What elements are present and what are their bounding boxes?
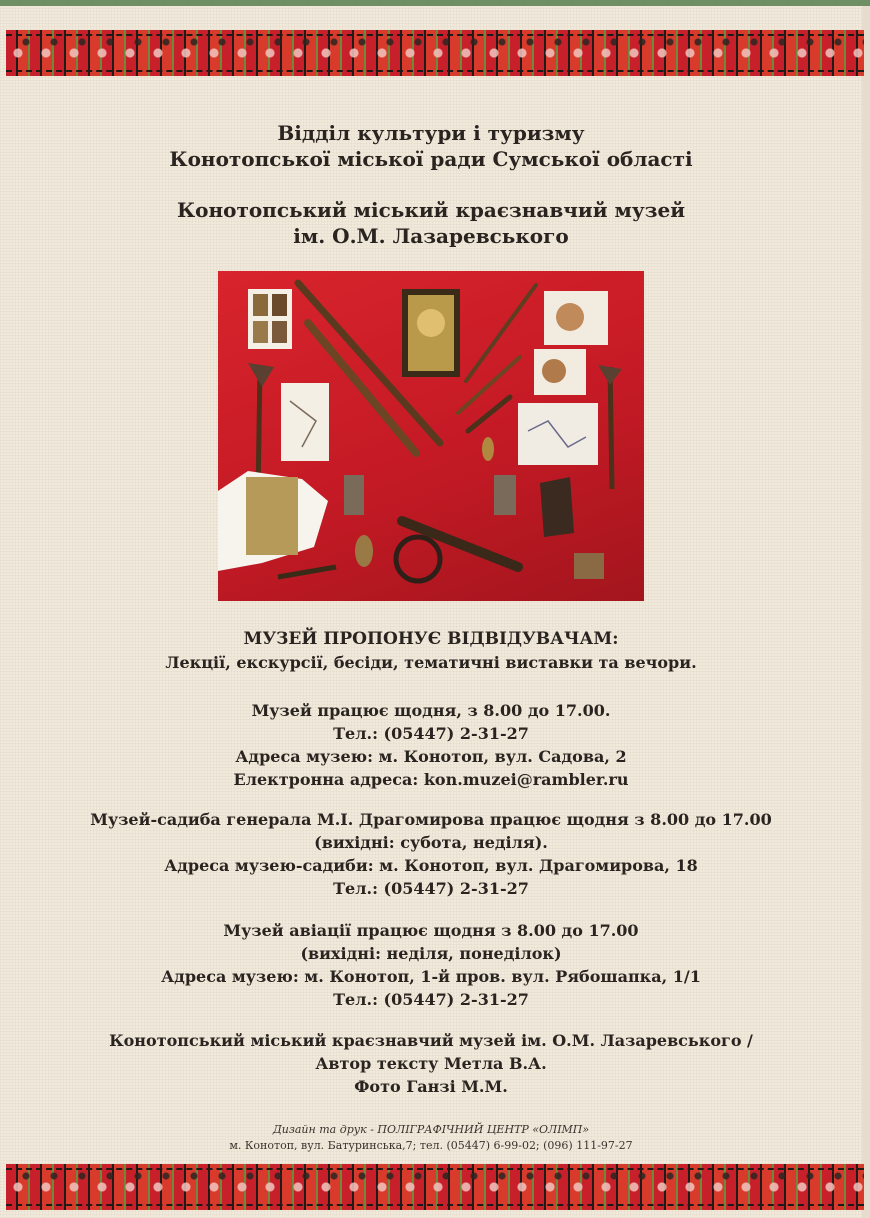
- small-vase: [482, 437, 494, 461]
- sabre-3: [468, 397, 510, 431]
- plaque-2: [494, 475, 516, 515]
- department-line-2: Конотопської міської ради Сумської області: [169, 147, 693, 171]
- department-line-1: Відділ культури і туризму: [277, 121, 585, 145]
- printer-info: [0, 1122, 862, 1154]
- printer-address: м. Конотоп, вул. Батуринська,7; тел. (05447) 6-99-02; (096) 111-97-27: [229, 1139, 633, 1152]
- main-museum-info: [0, 699, 862, 791]
- estate-museum-days-off: (вихідні: субота, неділя).: [314, 833, 548, 852]
- aviation-museum-address: Адреса музею: м. Конотоп, 1-й пров. вул. Рябошапка, 1/1: [161, 967, 701, 986]
- museum-title: [0, 197, 862, 249]
- aviation-museum-days-off: (вихідні: неділя, понеділок): [300, 944, 562, 963]
- cover-edge: [0, 0, 870, 6]
- main-museum-hours: Музей працює щодня, з 8.00 до 17.00.: [251, 701, 611, 720]
- sabre-1: [466, 285, 536, 381]
- plaque-1: [344, 475, 364, 515]
- estate-museum-info: [0, 808, 862, 900]
- credits-author: Автор тексту Метла В.А.: [315, 1054, 547, 1073]
- estate-museum-hours: Музей-садиба генерала М.І. Драгомирова працює щодня з 8.00 до 17.00: [90, 810, 772, 829]
- main-museum-email: Електронна адреса: kon.muzei@rambler.ru: [233, 770, 629, 789]
- credits-photo: Фото Ганзі М.М.: [354, 1077, 508, 1096]
- embroidery-border-bottom: [6, 1164, 864, 1210]
- museum-title-line-2: ім. О.М. Лазаревського: [293, 224, 569, 248]
- aviation-museum-hours: Музей авіації працює щодня з 8.00 до 17.00: [223, 921, 639, 940]
- embroidered-panel: [246, 477, 298, 555]
- aviation-museum-phone: Тел.: (05447) 2-31-27: [333, 990, 529, 1009]
- offers-title: МУЗЕЙ ПРОПОНУЄ ВІДВІДУВАЧАМ:: [243, 629, 619, 649]
- sabre-2: [458, 357, 520, 413]
- embroidery-border-top: [6, 30, 864, 76]
- offers-list: Лекції, екскурсії, бесіди, тематичні виставки та вечори.: [165, 653, 697, 672]
- axe-right: [610, 367, 612, 489]
- offers-section: [0, 628, 862, 674]
- department-heading: [0, 120, 862, 172]
- exhibit-photo: [218, 271, 644, 601]
- main-museum-address: Адреса музею: м. Конотоп, вул. Садова, 2: [235, 747, 627, 766]
- lock-box: [574, 553, 604, 579]
- dark-object: [540, 477, 574, 537]
- map-left: [281, 383, 329, 461]
- estate-museum-address: Адреса музею-садиби: м. Конотоп, вул. Драгомирова, 18: [164, 856, 698, 875]
- cannon-wheel: [396, 537, 440, 581]
- printer-design: Дизайн та друк - ПОЛІГРАФІЧНИЙ ЦЕНТР «ОЛІМП»: [272, 1123, 590, 1136]
- vase-bottom: [355, 535, 373, 567]
- exhibit-illustration: [218, 271, 644, 601]
- pistol: [278, 567, 336, 577]
- cannon-barrel: [402, 521, 518, 567]
- credits-publisher: Конотопський міський краєзнавчий музей ім. О.М. Лазаревського /: [109, 1031, 753, 1050]
- credits-section: [0, 1029, 862, 1098]
- estate-museum-phone: Тел.: (05447) 2-31-27: [333, 879, 529, 898]
- main-museum-phone: Тел.: (05447) 2-31-27: [333, 724, 529, 743]
- museum-title-line-1: Конотопський міський краєзнавчий музей: [176, 198, 686, 222]
- aviation-museum-info: [0, 919, 862, 1011]
